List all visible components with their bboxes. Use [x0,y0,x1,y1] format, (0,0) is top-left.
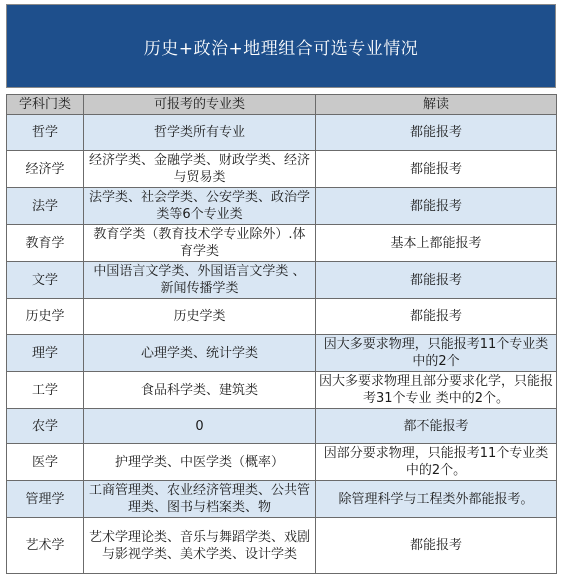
page-title: 历史+政治+地理组合可选专业情况 [143,38,419,59]
category-cell: 医学 [7,444,84,481]
note-cell: 基本上都能报考 [316,225,557,262]
header-note: 解读 [316,95,557,115]
category-cell: 工学 [7,372,84,409]
majors-cell: 法学类、社会学类、公安学类、政治学类等6个专业类 [84,188,316,225]
table-row [7,151,557,188]
note-cell: 都能报考 [316,518,557,574]
table-row [7,262,557,299]
majors-cell: 食品科学类、建筑类 [84,372,316,409]
majors-cell: 心理学类、统计学类 [84,335,316,372]
category-cell: 历史学 [7,299,84,335]
note-cell: 都能报考 [316,188,557,225]
table-row [7,225,557,262]
category-cell: 教育学 [7,225,84,262]
category-cell: 管理学 [7,481,84,518]
table-row [7,409,557,444]
majors-cell: 经济学类、金融学类、财政学类、经济与贸易类 [84,151,316,188]
majors-cell: 历史学类 [84,299,316,335]
table-row [7,372,557,409]
category-cell: 经济学 [7,151,84,188]
majors-cell: 0 [84,409,316,444]
note-cell: 因大多要求物理且部分要求化学，只能报考31个专业 类中的2个。 [316,372,557,409]
table-header-row [7,95,557,115]
table-row [7,481,557,518]
title-banner [6,4,556,88]
majors-cell: 教育学类（教育技术学专业除外）.体育学类 [84,225,316,262]
majors-cell: 中国语言文学类、外国语言文学类 、新闻传播学类 [84,262,316,299]
table-row [7,518,557,574]
note-cell: 因大多要求物理，只能报考11个专业类中的2个 [316,335,557,372]
category-cell: 法学 [7,188,84,225]
table-row [7,444,557,481]
category-cell: 艺术学 [7,518,84,574]
note-cell: 都不能报考 [316,409,557,444]
majors-cell: 艺术学理论类、音乐与舞蹈学类、戏剧与影视学类、美术学类、设计学类 [84,518,316,574]
note-cell: 因部分要求物理，只能报考11个专业类中的2个。 [316,444,557,481]
majors-cell: 哲学类所有专业 [84,115,316,151]
note-cell: 都能报考 [316,299,557,335]
note-cell: 都能报考 [316,151,557,188]
category-cell: 哲学 [7,115,84,151]
note-cell: 都能报考 [316,262,557,299]
category-cell: 农学 [7,409,84,444]
note-cell: 除管理科学与工程类外都能报考。 [316,481,557,518]
majors-table [6,94,557,574]
category-cell: 理学 [7,335,84,372]
header-category: 学科门类 [7,95,84,115]
header-majors: 可报考的专业类 [84,95,316,115]
category-cell: 文学 [7,262,84,299]
table-row [7,299,557,335]
document-frame [6,4,556,582]
majors-cell: 工商管理类、农业经济管理类、公共管理类、图书与档案类、物 [84,481,316,518]
table-row [7,115,557,151]
table-row [7,335,557,372]
majors-cell: 护理学类、中医学类（概率） [84,444,316,481]
note-cell: 都能报考 [316,115,557,151]
table-row [7,188,557,225]
